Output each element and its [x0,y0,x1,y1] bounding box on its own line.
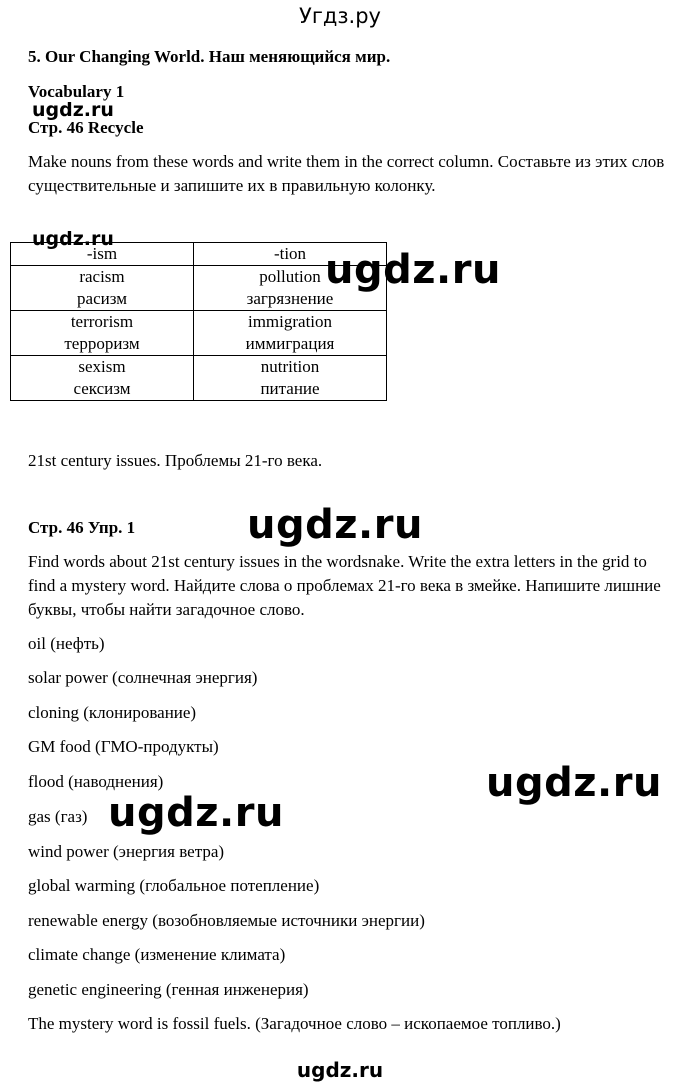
section-title: 5. Our Changing World. Наш меняющийся мир. [28,47,391,66]
instruction-recycle: Make nouns from these words and write them in the correct column. Составьте из этих слов существительные и запишите их в правильную колонку. [28,152,665,195]
word-item: solar power (солнечная энергия) [28,668,258,687]
word-item: oil (нефть) [28,634,105,653]
table-header-tion: -tion [194,243,387,266]
word-item: global warming (глобальное потепление) [28,876,320,895]
word-item: GM food (ГМО-продукты) [28,737,219,756]
table-cell: immigration иммиграция [194,311,387,356]
table-cell: pollution загрязнение [194,266,387,311]
watermark-small-1: ugdz.ru [32,99,114,121]
word-item: flood (наводнения) [28,772,164,791]
vocabulary-heading: Vocabulary 1 [28,82,125,101]
table-header-ism: -ism [11,243,194,266]
footer-watermark: ugdz.ru [296,1058,384,1082]
watermark-big-4: ugdz.ru [108,790,284,836]
page-heading-exercise: Стр. 46 Упр. 1 [28,518,136,537]
instruction-wordsnake: Find words about 21st century issues in the wordsnake. Write the extra letters in the grid to find a mystery word. Найдите слова о проблемах 21-го века в змейке. Напишите лишние буквы, чтобы найти загадочное слово. [28,552,661,619]
table-cell: nutrition питание [194,356,387,401]
watermark-small-2: ugdz.ru [32,228,114,250]
table-cell: terrorism терроризм [11,311,194,356]
watermark-big-2: ugdz.ru [247,502,423,548]
word-item: wind power (энергия ветра) [28,842,225,861]
page-heading-recycle: Стр. 46 Recycle [28,118,144,137]
word-item: cloning (клонирование) [28,703,197,722]
table-cell: sexism сексизм [11,356,194,401]
mystery-word-line: The mystery word is fossil fuels. (Загадочное слово – ископаемое топливо.) [28,1014,561,1033]
word-item: climate change (изменение климата) [28,945,286,964]
word-item: gas (газ) [28,807,88,826]
watermark-big-1: ugdz.ru [325,247,501,293]
issues-line: 21st century issues. Проблемы 21-го века. [28,451,323,470]
site-title: Угдз.ру [299,4,381,28]
word-item: genetic engineering (генная инженерия) [28,980,309,999]
watermark-big-3: ugdz.ru [486,760,662,806]
table-row [11,311,387,356]
word-item: renewable energy (возобновляемые источники энергии) [28,911,425,930]
table-row [11,356,387,401]
table-cell: racism расизм [11,266,194,311]
